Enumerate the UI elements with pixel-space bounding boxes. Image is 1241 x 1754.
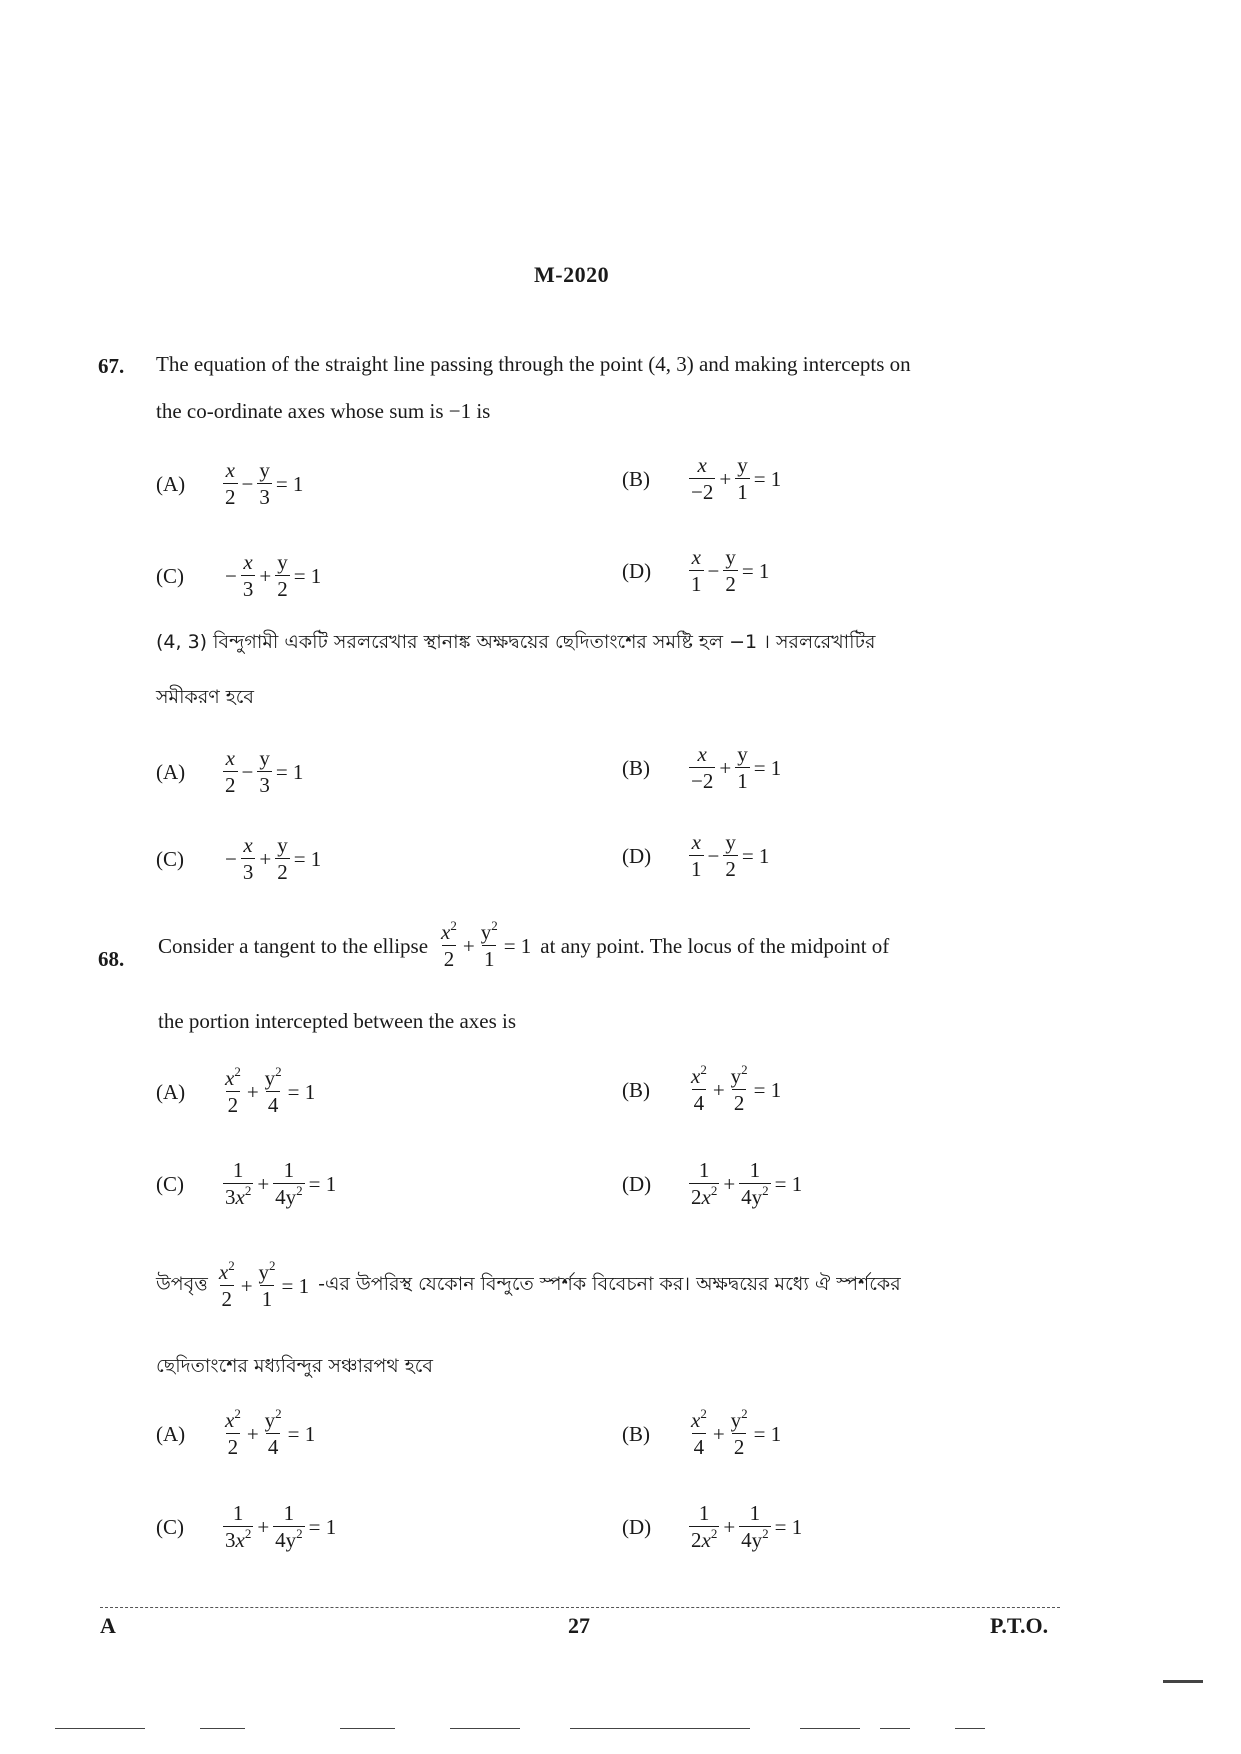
q68-bn-option-c: (C) $\frac{1}{3x^2}$ + $\frac{1}{4y^2}$ = 1 — [156, 1501, 337, 1552]
question-68-bengali-line1: উপবৃত্ত $\frac{x^2}{2}$ + $\frac{y^2}{1}$ = 1 -এর উপরিস্থ যেকোন বিন্দুতে স্পর্শক বিবেচনা কর। অক্ষদ্বয়ের মধ্যে ঐ স্পর্শকের — [156, 1258, 901, 1311]
footer-divider — [100, 1607, 1060, 1608]
q68-en-option-b: (B) $\frac{x^2}{4}$ + $\frac{y^2}{2}$ = 1 — [622, 1062, 782, 1115]
question-67-bengali-line2: সমীকরণ হবে — [156, 686, 255, 708]
option-label: (A) — [156, 1421, 186, 1446]
q67-en-option-a: (A) $\frac{x}{2}$ − $\frac{y}{3}$ = 1 — [156, 458, 304, 509]
option-label: (C) — [156, 1171, 184, 1196]
option-label: (D) — [622, 1171, 652, 1196]
option-label: (C) — [156, 1514, 184, 1539]
scan-line — [200, 1728, 245, 1729]
option-label: (A) — [156, 759, 186, 784]
footer-set-code: A — [100, 1613, 116, 1638]
option-label: (B) — [622, 466, 650, 491]
option-label: (D) — [622, 1514, 652, 1539]
q67-bn-option-d: (D) $\frac{x}{1}$ − $\frac{y}{2}$ = 1 — [622, 830, 770, 881]
question-68-number: 68. — [98, 947, 125, 971]
q68-en-option-c: (C) $\frac{1}{3x^2}$ + $\frac{1}{4y^2}$ = 1 — [156, 1158, 337, 1209]
q68-bn-option-a: (A) $\frac{x^2}{2}$ + $\frac{y^2}{4}$ = 1 — [156, 1406, 316, 1459]
option-label: (C) — [156, 846, 184, 871]
paper-code: M-2020 — [534, 262, 610, 287]
pto-label: P.T.O. — [990, 1613, 1049, 1638]
option-label: (B) — [622, 1077, 650, 1102]
q68-en-option-d: (D) $\frac{1}{2x^2}$ + $\frac{1}{4y^2}$ = 1 — [622, 1158, 803, 1209]
scan-line — [800, 1728, 860, 1729]
option-label: (A) — [156, 471, 186, 496]
q67-en-option-d: (D) $\frac{x}{1}$ − $\frac{y}{2}$ = 1 — [622, 545, 770, 596]
option-label: (D) — [622, 558, 652, 583]
q68-bn-option-d: (D) $\frac{1}{2x^2}$ + $\frac{1}{4y^2}$ = 1 — [622, 1501, 803, 1552]
question-67-bengali-line1: (4, 3) বিন্দুগামী একটি সরলরেখার স্থানাঙ্ক অক্ষদ্বয়ের ছেদিতাংশের সমষ্টি হল −1 । সরলরেখাটির — [156, 631, 876, 653]
scan-line — [450, 1728, 520, 1729]
q67-bn-option-c: (C) − $\frac{x}{3}$ + $\frac{y}{2}$ = 1 — [156, 833, 322, 884]
q68-bn-option-b: (B) $\frac{x^2}{4}$ + $\frac{y^2}{2}$ = 1 — [622, 1406, 782, 1459]
question-68-english-line1: Consider a tangent to the ellipse $\frac{x^2}{2}$ + $\frac{y^2}{1}$ = 1 at any point. The locus of the midpoint of — [158, 918, 890, 971]
option-label: (A) — [156, 1079, 186, 1104]
scan-mark — [1163, 1680, 1203, 1683]
scan-line — [570, 1728, 750, 1729]
question-67-english-line2: the co-ordinate axes whose sum is −1 is — [156, 399, 491, 423]
option-label: (B) — [622, 755, 650, 780]
q67-bn-option-b: (B) $\frac{x}{-2}$ + $\frac{y}{1}$ = 1 — [622, 742, 782, 793]
scan-line — [880, 1728, 910, 1729]
q67-bn-option-a: (A) $\frac{x}{2}$ − $\frac{y}{3}$ = 1 — [156, 746, 304, 797]
scan-line — [55, 1728, 145, 1729]
question-68-english-line2: the portion intercepted between the axes is — [158, 1009, 517, 1033]
question-68-bengali-line2: ছেদিতাংশের মধ্যবিন্দুর সঞ্চারপথ হবে — [156, 1355, 433, 1377]
option-label: (C) — [156, 563, 184, 588]
question-67-number: 67. — [98, 354, 125, 378]
question-67-english-line1: The equation of the straight line passing through the point (4, 3) and making intercepts on — [156, 352, 911, 376]
option-label: (D) — [622, 843, 652, 868]
option-label: (B) — [622, 1421, 650, 1446]
page-number: 27 — [568, 1613, 590, 1638]
scan-line — [340, 1728, 395, 1729]
q67-en-option-b: (B) $\frac{x}{-2}$ + $\frac{y}{1}$ = 1 — [622, 453, 782, 504]
q68-en-option-a: (A) $\frac{x^2}{2}$ + $\frac{y^2}{4}$ = 1 — [156, 1064, 316, 1117]
scan-line — [955, 1728, 985, 1729]
q67-en-option-c: (C) − $\frac{x}{3}$ + $\frac{y}{2}$ = 1 — [156, 550, 322, 601]
